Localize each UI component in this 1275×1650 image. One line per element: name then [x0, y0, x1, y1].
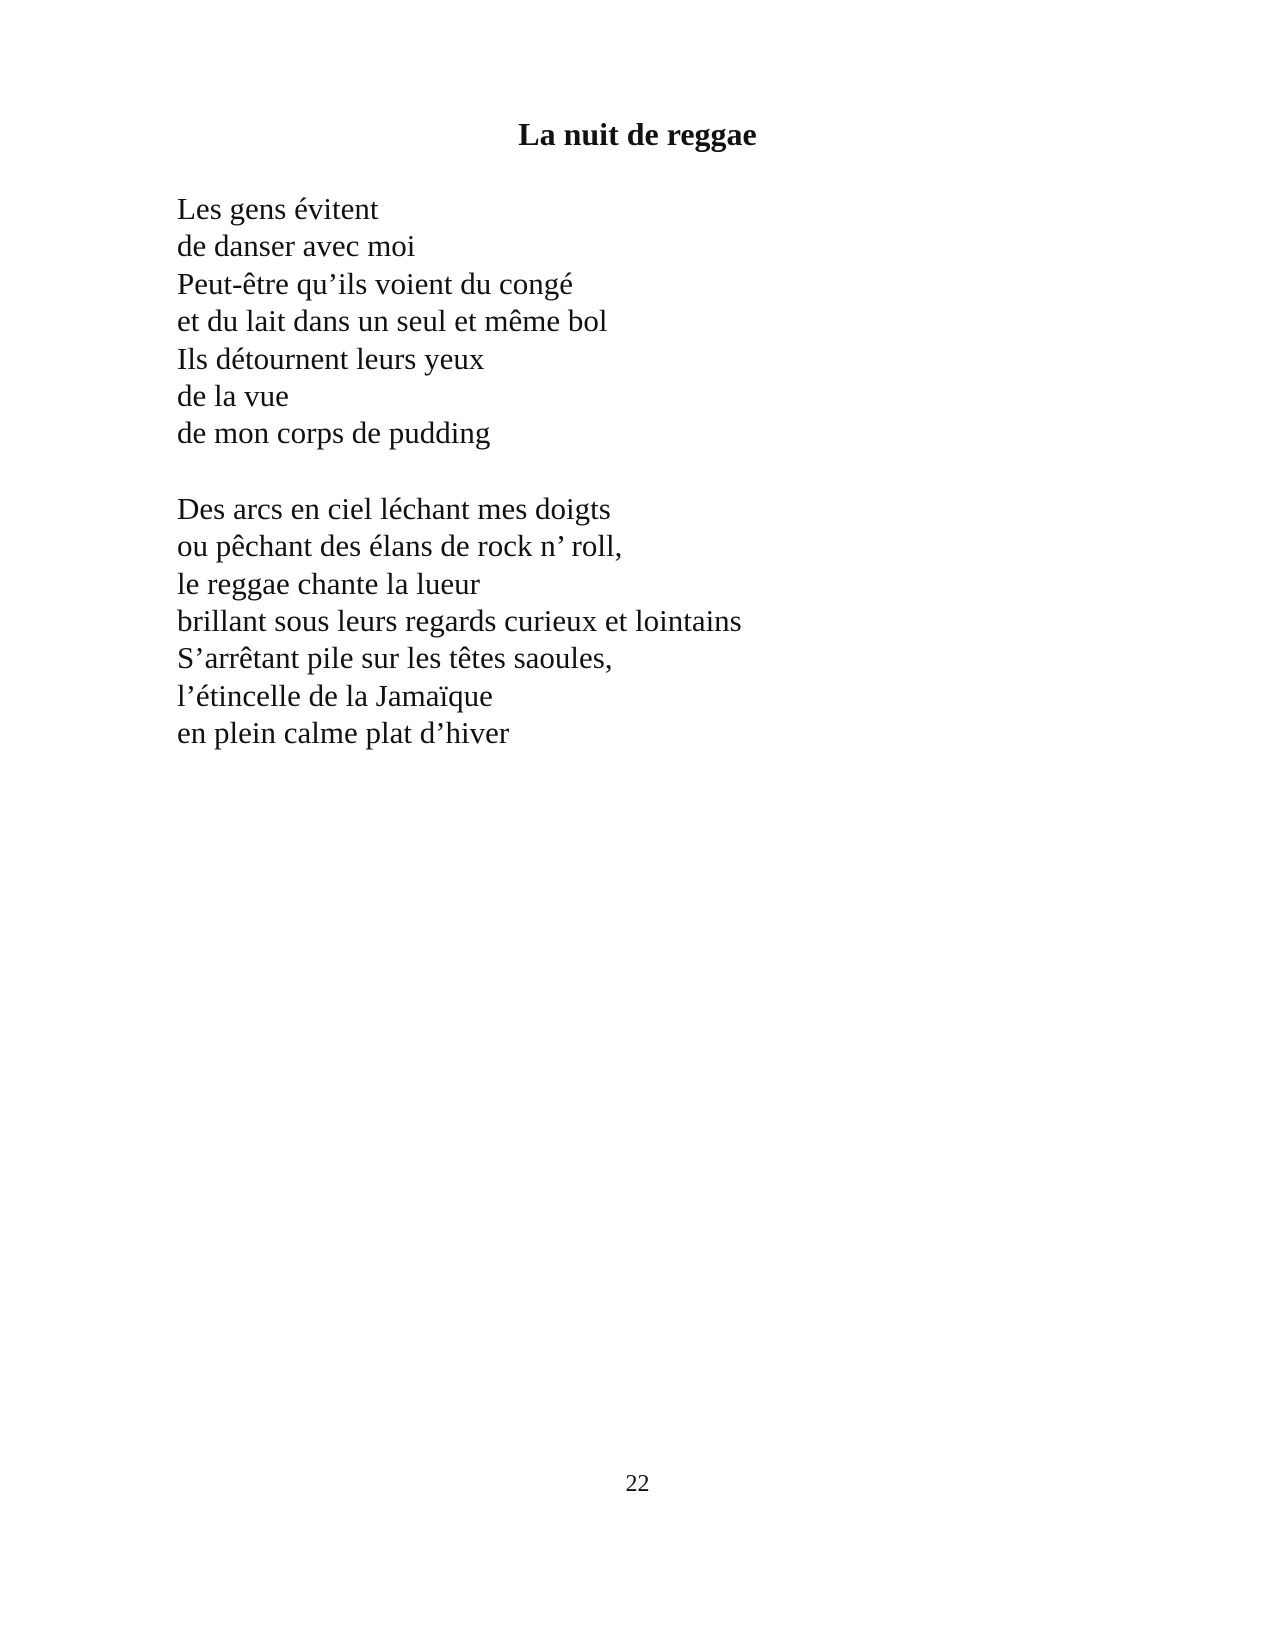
stanza-2: [177, 490, 1177, 752]
poem-line: de danser avec moi: [177, 228, 416, 264]
poem-body: [177, 190, 1177, 790]
poem-line: ou pêchant des élans de rock n’ roll,: [177, 528, 623, 564]
poem-line: Les gens évitent: [177, 191, 379, 226]
poem-line: et du lait dans un seul et même bol: [177, 303, 608, 339]
poem-title: La nuit de reggae: [518, 116, 757, 152]
stanza-1: [177, 190, 1177, 452]
poem-line: Ils détournent leurs yeux: [177, 340, 485, 376]
poem-line: de la vue: [177, 378, 289, 414]
poem-line: Des arcs en ciel léchant mes doigts: [177, 490, 611, 526]
poem-line: l’étincelle de la Jamaïque: [177, 677, 493, 713]
poem-line: le reggae chante la lueur: [177, 565, 480, 601]
poem-line: Peut-être qu’ils voient du congé: [177, 265, 574, 301]
page-number: 22: [625, 1471, 650, 1497]
poem-line: brillant sous leurs regards curieux et lointains: [177, 603, 742, 639]
poem-line: de mon corps de pudding: [177, 415, 491, 451]
poem-line: S’arrêtant pile sur les têtes saoules,: [177, 640, 613, 676]
poem-line: en plein calme plat d’hiver: [177, 715, 510, 751]
